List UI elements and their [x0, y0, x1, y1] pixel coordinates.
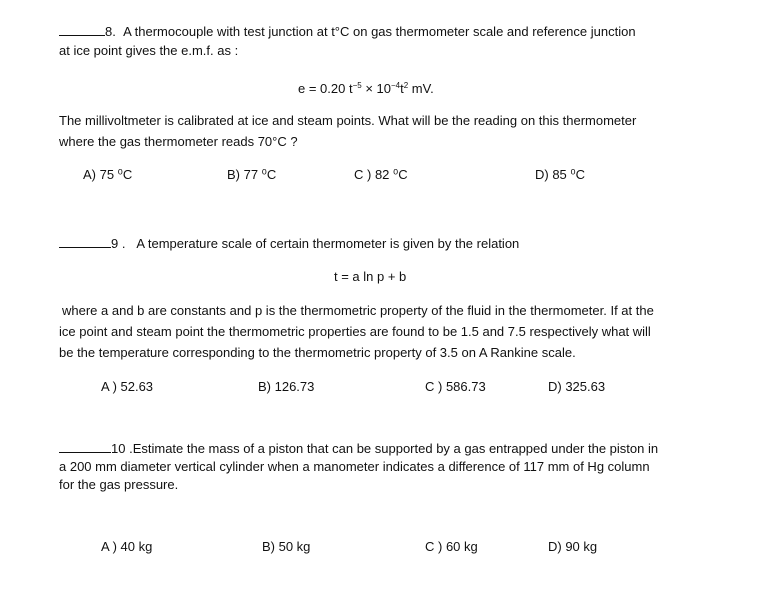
- question-8-text: A thermocouple with test junction at t°C on gas thermometer scale and reference junction: [123, 24, 636, 39]
- question-10-line-3: for the gas pressure.: [59, 477, 179, 492]
- question-8-option-a[interactable]: A) 75 ⁰C: [83, 167, 133, 182]
- question-8-number: 8.: [105, 24, 116, 39]
- question-9-option-d[interactable]: D) 325.63: [548, 379, 606, 394]
- question-10-option-c[interactable]: C ) 60 kg: [425, 539, 478, 554]
- question-9-line-4: be the temperature corresponding to the thermometric property of 3.5 on A Rankine scale.: [59, 345, 576, 360]
- question-9-line-2: where a and b are constants and p is the thermometric property of the fluid in the thermometer. If at the: [62, 303, 654, 318]
- question-8-equation: e = 0.20 $t^{-5} \times 10^{-4}t^2$ mV.: [298, 81, 434, 96]
- answer-blank-10[interactable]: [59, 440, 111, 453]
- question-8-line-1: [59, 23, 636, 41]
- question-10-line-2: a 200 mm diameter vertical cylinder when a manometer indicates a difference of 117 mm of Hg column: [59, 459, 650, 474]
- question-10-option-a[interactable]: A ) 40 kg: [101, 539, 153, 554]
- question-9-line-3: ice point and steam point the thermometric properties are found to be 1.5 and 7.5 respectively what will: [59, 324, 651, 339]
- question-9-line-1: [59, 235, 519, 253]
- question-9-option-a[interactable]: A ) 52.63: [101, 379, 154, 394]
- question-8-line-4: where the gas thermometer reads 70°C ?: [59, 134, 298, 149]
- question-10-text: Estimate the mass of a piston that can be supported by a gas entrapped under the piston in: [132, 441, 659, 456]
- question-8-line-3: The millivoltmeter is calibrated at ice and steam points. What will be the reading on this thermometer: [59, 113, 637, 128]
- question-8-option-b[interactable]: B) 77 ⁰C: [227, 167, 277, 182]
- answer-blank-9[interactable]: [59, 235, 111, 248]
- question-9-number: 9 .: [111, 236, 126, 251]
- question-9-text: A temperature scale of certain thermometer is given by the relation: [136, 236, 520, 251]
- question-10-option-d[interactable]: D) 90 kg: [548, 539, 598, 554]
- question-10-line-1: [59, 440, 658, 458]
- question-9-option-b[interactable]: B) 126.73: [258, 379, 315, 394]
- question-9-option-c[interactable]: C ) 586.73: [425, 379, 486, 394]
- question-8-option-c[interactable]: C ) 82 ⁰C: [354, 167, 408, 182]
- question-8-option-d[interactable]: D) 85 ⁰C: [535, 167, 586, 182]
- question-9-equation: t = a ln p + b: [334, 269, 407, 284]
- question-10-option-b[interactable]: B) 50 kg: [262, 539, 311, 554]
- question-10-number: 10 .: [111, 441, 133, 456]
- question-8-line-2: at ice point gives the e.m.f. as :: [59, 43, 239, 58]
- answer-blank-8[interactable]: [59, 23, 105, 36]
